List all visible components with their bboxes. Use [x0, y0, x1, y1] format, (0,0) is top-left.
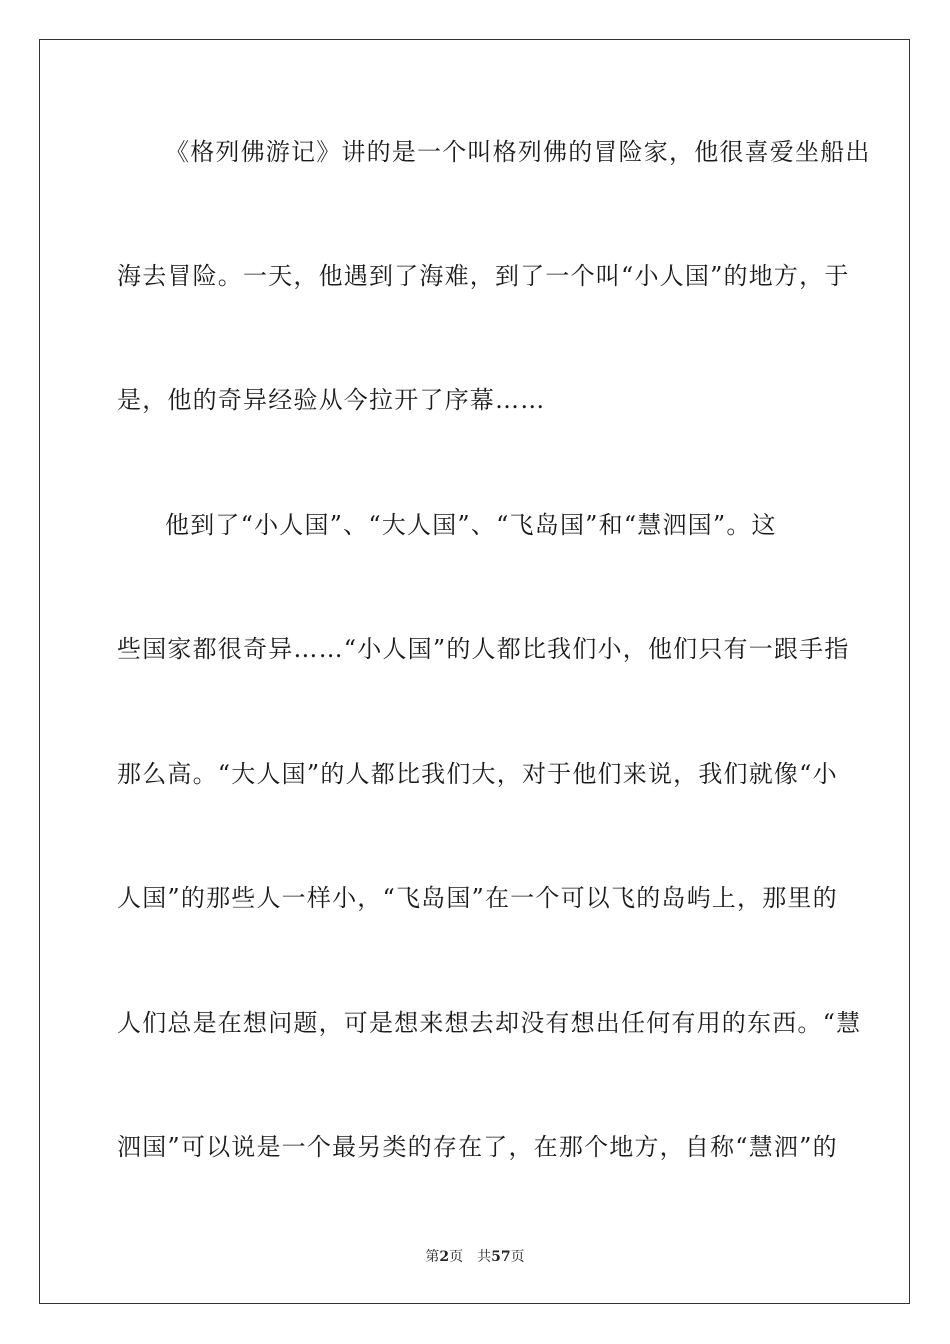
- paragraph-2-line-2: 些国家都很奇异……“小人国”的人都比我们小，他们只有一跟手指: [117, 635, 850, 663]
- paragraph-2-line-1: 他到了“小人国”、“大人国”、“飞岛国”和“慧泗国”。这: [165, 511, 777, 539]
- paragraph-2-line-4: 人国”的那些人一样小，“飞岛国”在一个可以飞的岛屿上，那里的: [117, 884, 838, 912]
- page-number: 2: [439, 1249, 450, 1265]
- paragraph-1-line-1: 《格列佛游记》讲的是一个叫格列佛的冒险家，他很喜爱坐船出: [165, 138, 871, 166]
- page-footer: [0, 1248, 950, 1266]
- paragraph-1-line-3: 是，他的奇异经验从今拉开了序幕……: [117, 386, 546, 414]
- total-pages: 57: [491, 1249, 511, 1265]
- paragraph-2-line-3: 那么高。“大人国”的人都比我们大，对于他们来说，我们就像“小: [117, 760, 838, 788]
- page-border: [39, 39, 910, 1304]
- paragraph-2-line-5: 人们总是在想问题，可是想来想去却没有想出任何有用的东西。“慧: [117, 1009, 862, 1037]
- total-prefix: 共: [477, 1249, 492, 1265]
- page-suffix: 页: [449, 1249, 464, 1265]
- paragraph-2-line-6: 泗国”可以说是一个最另类的存在了，在那个地方，自称“慧泗”的: [117, 1133, 838, 1161]
- page-prefix: 第: [425, 1249, 440, 1265]
- total-suffix: 页: [510, 1249, 525, 1265]
- paragraph-1-line-2: 海去冒险。一天，他遇到了海难，到了一个叫“小人国”的地方，于: [117, 262, 850, 290]
